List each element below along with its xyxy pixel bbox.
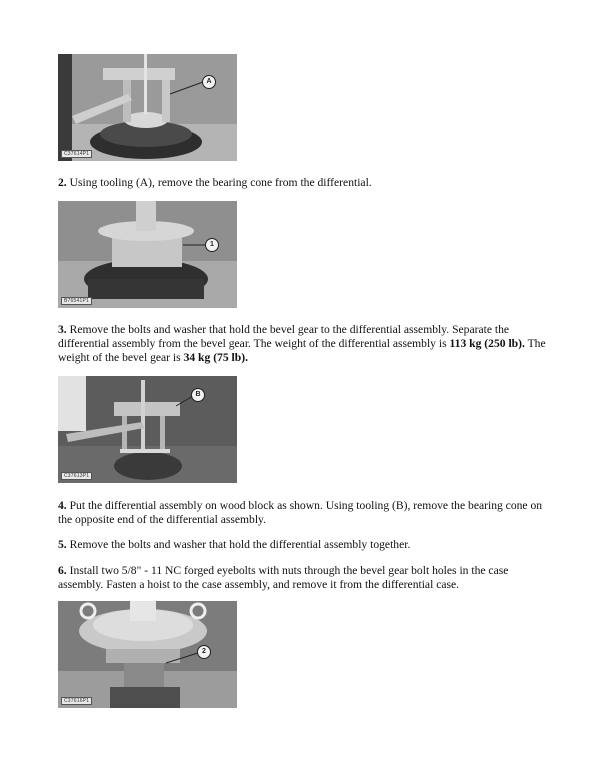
figure-puller-tooling-b (58, 376, 237, 483)
step-text-bold: 113 kg (250 lb). (449, 337, 525, 350)
step-text: The weight of the bevel gear is (58, 337, 546, 364)
step-5 (58, 538, 548, 552)
step-number: 6. (58, 564, 67, 577)
photo-differential-gear (58, 201, 237, 308)
step-6 (58, 564, 548, 592)
photo-puller-b (58, 376, 237, 483)
step-text: Remove the bolts and washer that hold the bevel gear to the differential assembly. Separate the differential assembly from the bevel gear. The weight of the differential assembly is (58, 323, 510, 350)
callout-label: A (202, 75, 216, 89)
step-text: Install two 5/8" - 11 NC forged eyebolts with nuts through the bevel gear bolt holes in the case assembly. Fasten a hoist to the case assembly, and remove it from the differential case. (58, 564, 509, 591)
photo-puller-a (58, 54, 237, 161)
step-number: 4. (58, 499, 67, 512)
step-number: 5. (58, 538, 67, 551)
figure-code: C37616P1 (61, 697, 92, 705)
figure-code: C37613P1 (61, 472, 92, 480)
figure-case-assembly-hoist (58, 601, 237, 708)
step-number: 2. (58, 176, 67, 189)
step-text-bold: 34 kg (75 lb). (183, 351, 248, 364)
figure-code: B76541P1 (61, 297, 92, 305)
step-text: Using tooling (A), remove the bearing cone from the differential. (66, 176, 372, 189)
step-text: Remove the bolts and washer that hold the differential assembly together. (66, 538, 411, 551)
step-3 (58, 323, 548, 365)
callout-label: 2 (197, 645, 211, 659)
step-number: 3. (58, 323, 67, 336)
figure-puller-tooling-a (58, 54, 237, 161)
step-2 (58, 176, 548, 190)
step-text: Put the differential assembly on wood block as shown. Using tooling (B), remove the bearing cone on the opposite end of the differential assembly. (58, 499, 543, 526)
callout-label: B (191, 388, 205, 402)
figure-code: C37614P1 (61, 150, 92, 158)
figure-differential-bevel-gear (58, 201, 237, 308)
step-4 (58, 499, 548, 527)
callout-label: 1 (205, 238, 219, 252)
